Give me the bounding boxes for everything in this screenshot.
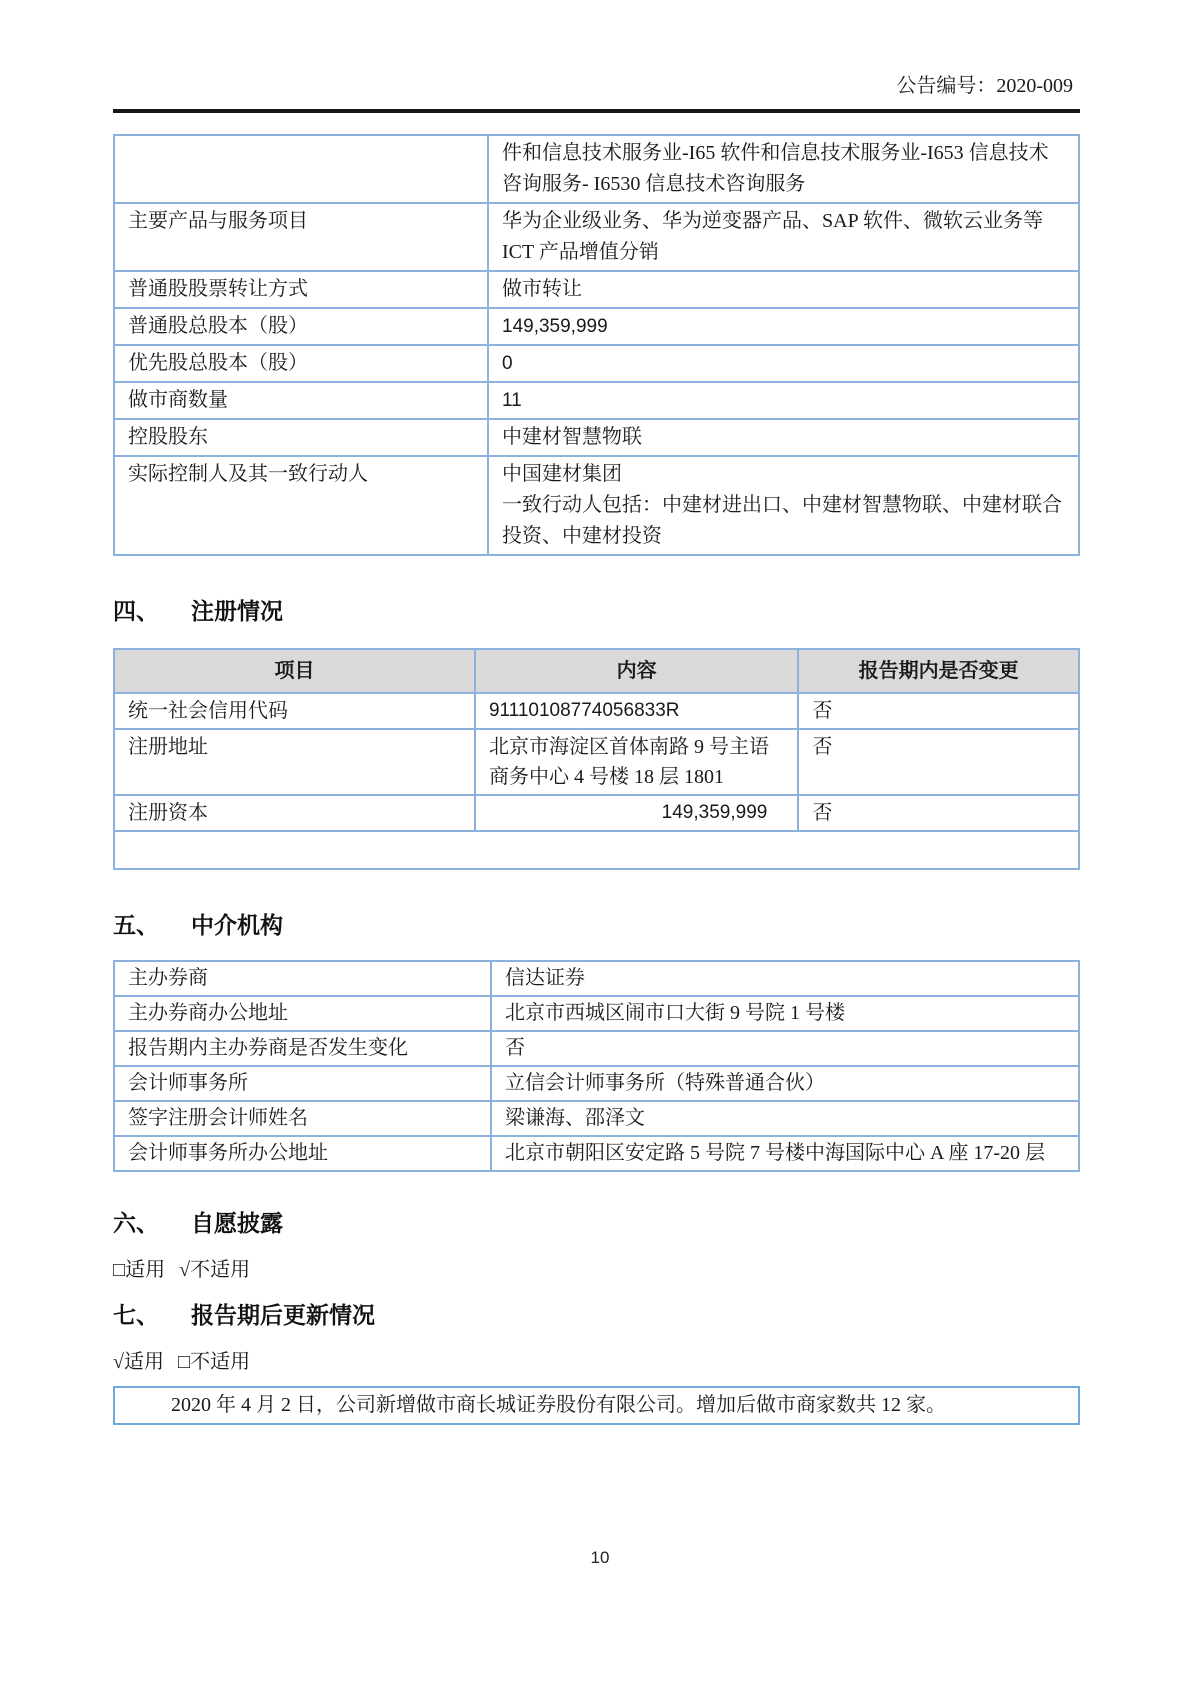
cell-value: 北京市西城区闹市口大街 9 号院 1 号楼 [491, 996, 1079, 1031]
cell-label: 做市商数量 [114, 382, 488, 419]
cell-value: 否 [491, 1031, 1079, 1066]
cell-value: 立信会计师事务所（特殊普通合伙） [491, 1066, 1079, 1101]
section-title: 报告期后更新情况 [191, 1302, 375, 1328]
cell-changed: 否 [798, 693, 1079, 729]
checkbox-applicable: □适用 [113, 1259, 166, 1281]
section-number: 六、 [113, 1210, 159, 1236]
cell-label: 控股股东 [114, 419, 488, 456]
cell-label: 报告期内主办券商是否发生变化 [114, 1031, 491, 1066]
checkbox-applicable: √适用 [113, 1351, 164, 1373]
cell-label: 实际控制人及其一致行动人 [114, 456, 488, 555]
cell-value: 梁谦海、邵泽文 [491, 1101, 1079, 1136]
cell-value: 华为企业级业务、华为逆变器产品、SAP 软件、微软云业务等 ICT 产品增值分销 [488, 203, 1079, 271]
notice-number: 公告编号：2020-009 [896, 75, 1073, 97]
table-row-empty [114, 831, 1079, 869]
column-header-content: 内容 [475, 649, 798, 693]
table-row [114, 1066, 1079, 1101]
section-heading-registration [113, 596, 1080, 626]
cell-content: 149,359,999 [475, 795, 798, 831]
section-title: 中介机构 [191, 912, 283, 938]
table-row [114, 1136, 1079, 1171]
table-row [114, 345, 1079, 382]
header-divider [113, 109, 1080, 113]
table-row [114, 1101, 1079, 1136]
section-heading-voluntary-disclosure [113, 1208, 1080, 1238]
checkbox-not-applicable: √不适用 [179, 1259, 251, 1281]
section-title: 自愿披露 [191, 1210, 283, 1236]
applicability-line [113, 1348, 1080, 1376]
table-row [114, 203, 1079, 271]
table-row [114, 729, 1079, 795]
cell-label: 主要产品与服务项目 [114, 203, 488, 271]
cell-label: 会计师事务所 [114, 1066, 491, 1101]
page-number: 10 [590, 1548, 610, 1567]
checkbox-not-applicable: □不适用 [177, 1351, 251, 1373]
cell-label: 会计师事务所办公地址 [114, 1136, 491, 1171]
cell-changed: 否 [798, 795, 1079, 831]
cell-value: 件和信息技术服务业-I65 软件和信息技术服务业-I653 信息技术咨询服务- I6530 信息技术咨询服务 [488, 135, 1079, 203]
cell-content: 91110108774056833R [475, 693, 798, 729]
cell-value: 0 [488, 345, 1079, 382]
table-row [114, 795, 1079, 831]
cell-label: 主办券商 [114, 961, 491, 996]
cell-empty [114, 831, 1079, 869]
table-row [114, 271, 1079, 308]
table-row [114, 1031, 1079, 1066]
cell-label: 主办券商办公地址 [114, 996, 491, 1031]
cell-label: 普通股总股本（股） [114, 308, 488, 345]
cell-item: 统一社会信用代码 [114, 693, 475, 729]
cell-label [114, 135, 488, 203]
section-number: 七、 [113, 1302, 159, 1328]
table-row [114, 693, 1079, 729]
cell-value: 信达证券 [491, 961, 1079, 996]
cell-item: 注册地址 [114, 729, 475, 795]
cell-value [488, 456, 1079, 555]
table-row [114, 961, 1079, 996]
column-header-changed: 报告期内是否变更 [798, 649, 1079, 693]
update-note-box: 2020 年 4 月 2 日，公司新增做市商长城证券股份有限公司。增加后做市商家数共 12 家。 [113, 1386, 1080, 1425]
section-title: 注册情况 [191, 598, 283, 624]
section-heading-intermediaries [113, 910, 1080, 940]
page-content [113, 0, 1080, 1425]
cell-value: 中建材智慧物联 [488, 419, 1079, 456]
cell-value: 做市转让 [488, 271, 1079, 308]
cell-value-line1: 中国建材集团 [502, 463, 622, 485]
applicability-line [113, 1256, 1080, 1284]
table-header-row [114, 649, 1079, 693]
cell-value: 11 [488, 382, 1079, 419]
cell-value: 北京市朝阳区安定路 5 号院 7 号楼中海国际中心 A 座 17-20 层 [491, 1136, 1079, 1171]
table-row [114, 419, 1079, 456]
company-info-table [113, 134, 1080, 556]
cell-changed: 否 [798, 729, 1079, 795]
table-row [114, 996, 1079, 1031]
section-number: 五、 [113, 912, 159, 938]
cell-content: 北京市海淀区首体南路 9 号主语商务中心 4 号楼 18 层 1801 [475, 729, 798, 795]
cell-value-line2: 一致行动人包括：中建材进出口、中建材智慧物联、中建材联合投资、中建材投资 [502, 494, 1062, 547]
section-number: 四、 [113, 598, 159, 624]
cell-label: 普通股股票转让方式 [114, 271, 488, 308]
column-header-item: 项目 [114, 649, 475, 693]
table-row [114, 135, 1079, 203]
section-heading-post-period-update [113, 1300, 1080, 1330]
cell-value: 149,359,999 [488, 308, 1079, 345]
cell-item: 注册资本 [114, 795, 475, 831]
table-row [114, 382, 1079, 419]
table-row [114, 308, 1079, 345]
cell-label: 签字注册会计师姓名 [114, 1101, 491, 1136]
table-row [114, 456, 1079, 555]
intermediaries-table [113, 960, 1080, 1172]
cell-label: 优先股总股本（股） [114, 345, 488, 382]
registration-table [113, 648, 1080, 870]
